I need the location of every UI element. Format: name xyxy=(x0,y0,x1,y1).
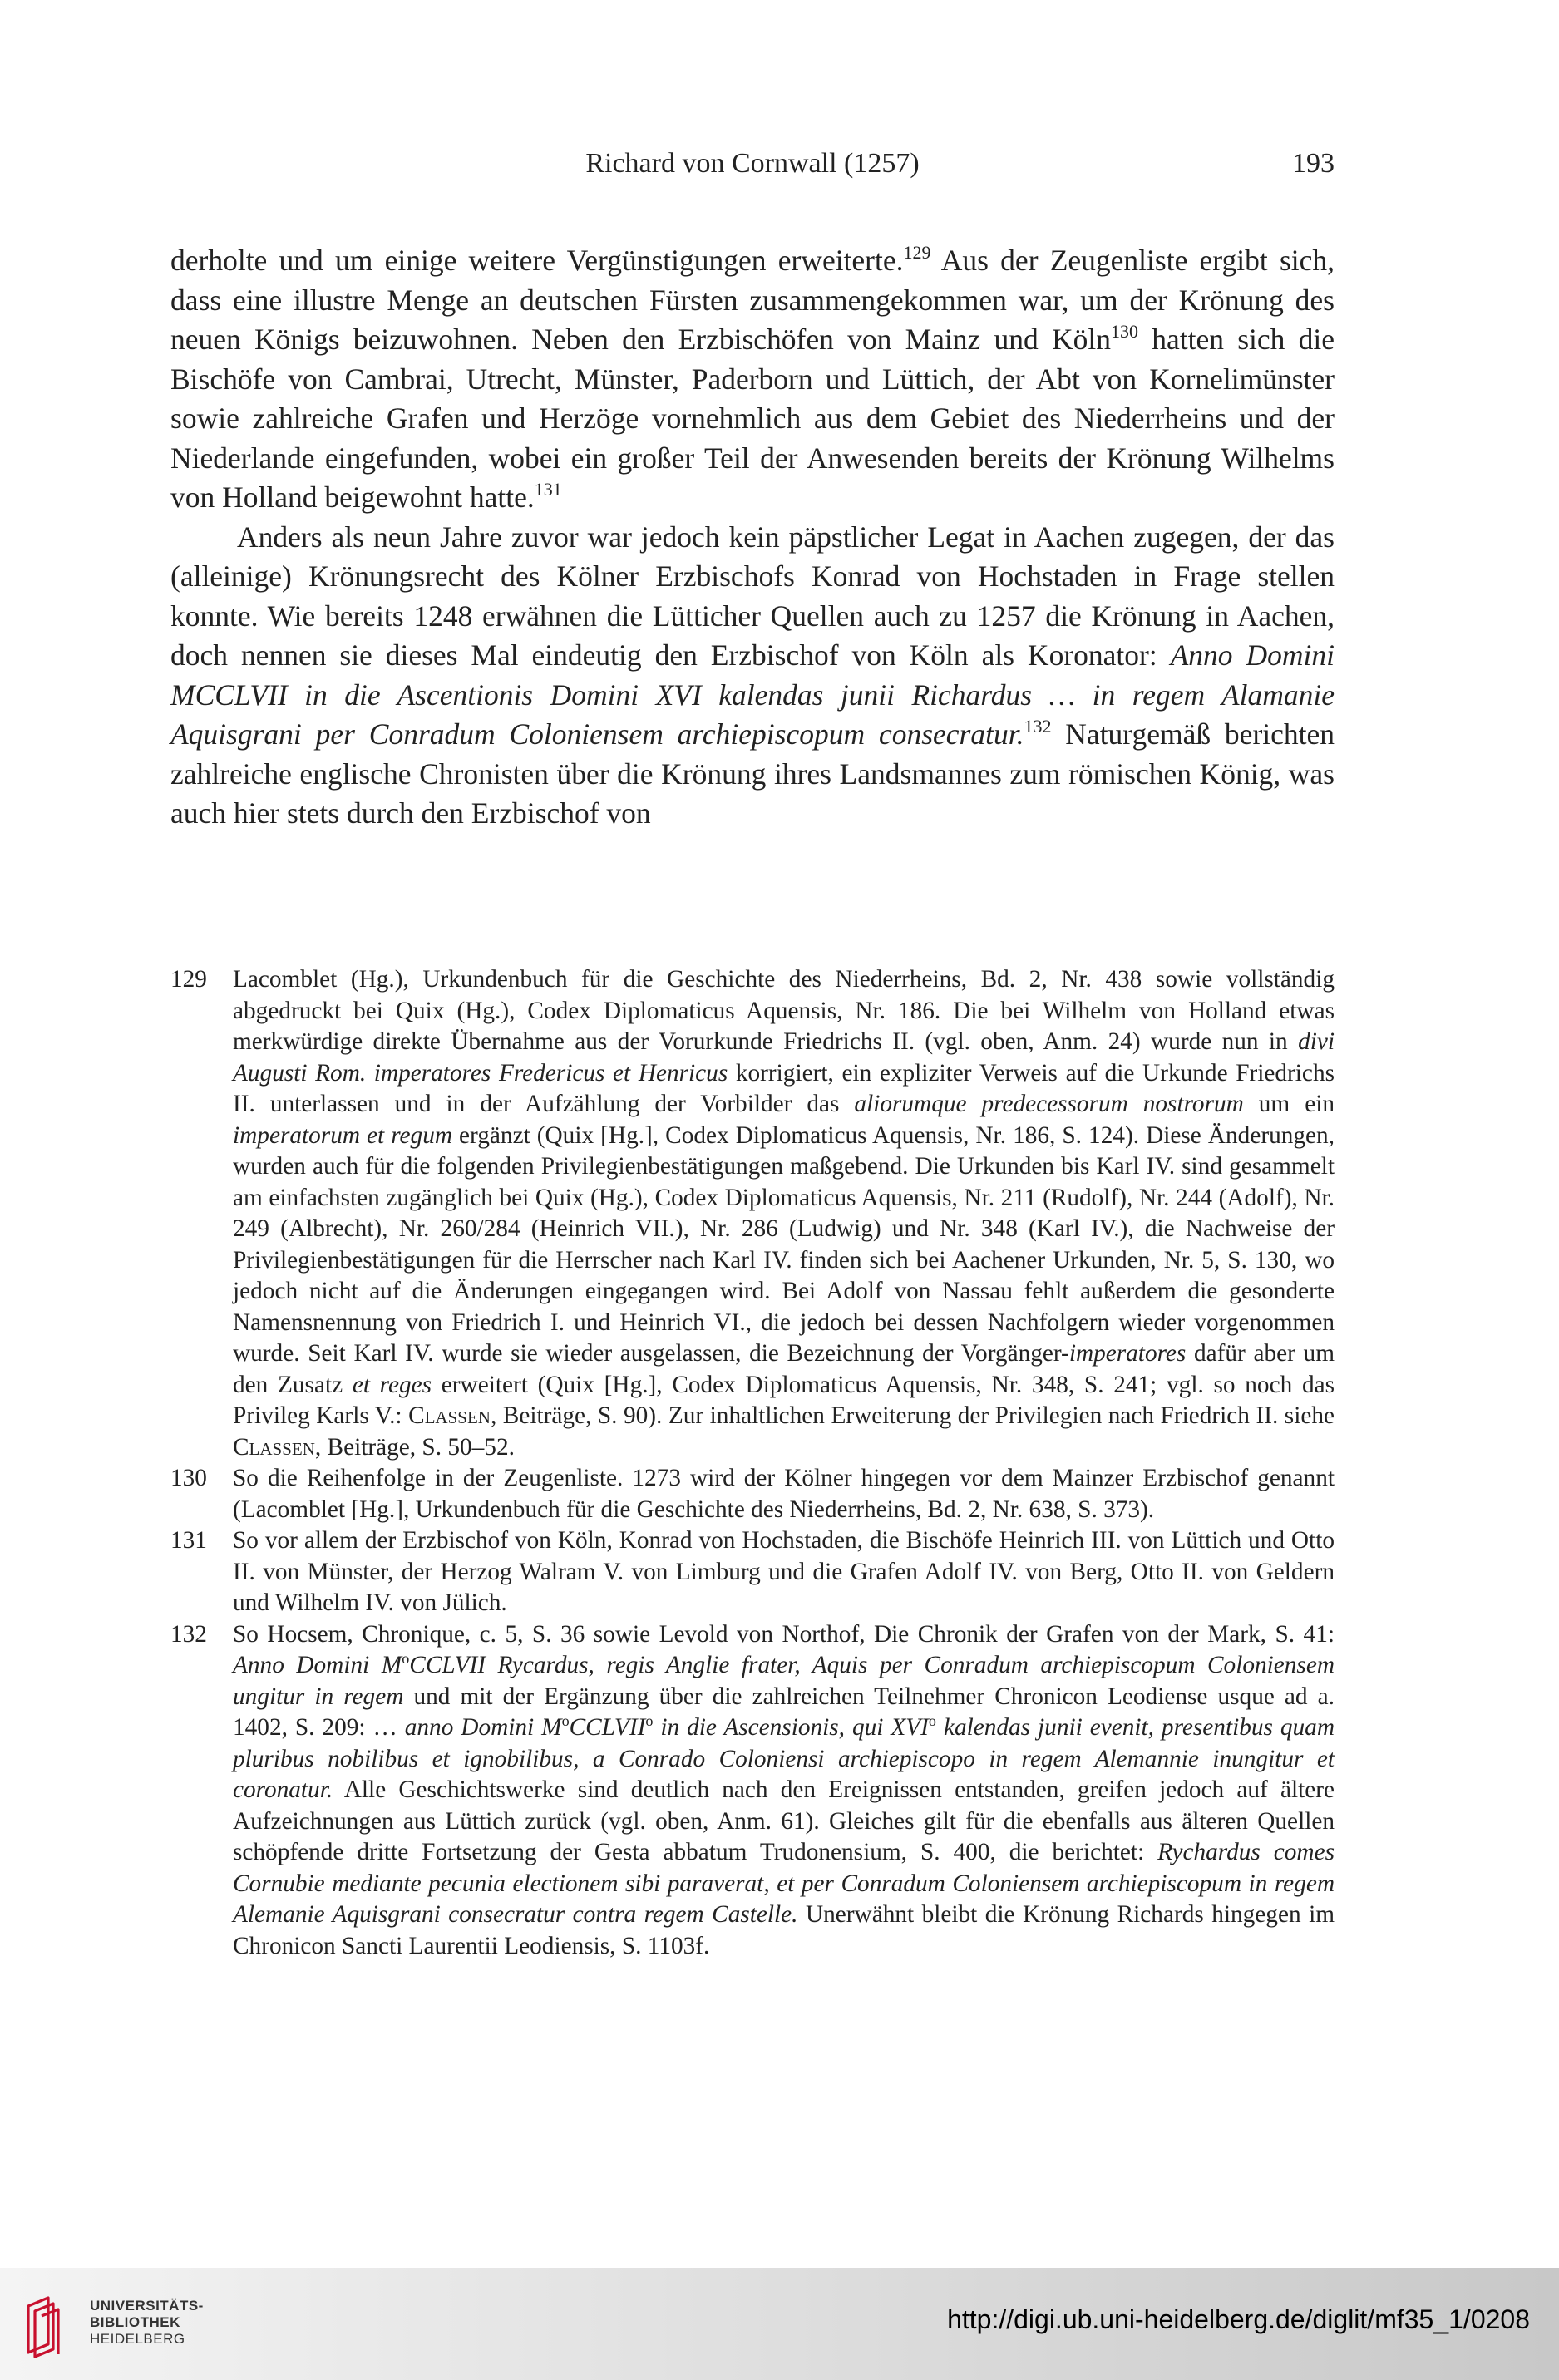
main-text xyxy=(170,241,1335,834)
page-number: 193 xyxy=(1292,148,1335,179)
footnote-131 xyxy=(170,1525,1335,1619)
text-segment: Aus der Zeugenliste ergibt sich, dass eine illustre Menge an deutschen Fürsten zusammengekommen war, um der Krönung des neuen Königs beizuwohnen. Neben den Erzbischöfen von Mainz und Köln xyxy=(170,244,1335,356)
library-name-line: BIBLIOTHEK xyxy=(90,2314,180,2330)
footnote-number: 130 xyxy=(170,1465,207,1491)
page-header xyxy=(170,145,1335,182)
text-segment: Naturgemäß berichten zahlreiche englische Chronisten über die Krönung ihres Landsmannes zum römischen König, was auch hier stets durch den Erzbischof von xyxy=(170,717,1335,830)
footnote-130 xyxy=(170,1463,1335,1525)
author-smallcaps: Classen xyxy=(408,1402,491,1429)
paragraph-2 xyxy=(170,518,1335,834)
footnote-ref[interactable]: 132 xyxy=(1024,716,1052,737)
footnote-number: 131 xyxy=(170,1527,207,1554)
text-segment: Anders als neun Jahre zuvor war jedoch kein päpstlicher Legat in Aachen zugegen, der das (alleinige) Krönungsrecht des Kölner Erzbischofs Konrad von Hochstaden in Frage stellen konnte. Wie bereits 1248 erwähnen die Lütticher Quellen auch zu 1257 die Krönung in Aachen, doch nennen sie dieses Mal eindeutig den Erzbischof von Köln als Koronator: xyxy=(170,520,1335,672)
footnote-129 xyxy=(170,964,1335,1463)
latin-quote: Anno Domini MCCLVII in die Ascentionis Domini XVI kalendas junii Richardus … in regem Alamanie Aquisgrani per Conradum Coloniensem archiepiscopum consecratur. xyxy=(170,638,1335,751)
footnote-ref[interactable]: 131 xyxy=(534,479,562,500)
library-name xyxy=(90,2298,204,2348)
footnotes xyxy=(170,964,1335,1962)
footnote-number: 132 xyxy=(170,1620,207,1648)
footnote-text: So Hocsem, Chronique, c. 5, S. 36 sowie Levold von Northof, Die Chronik der Grafen von der Mark, S. 41: Anno Domini $M^oCCLVII$ Rycardus, regis Anglie frater, Aquis per Conradum archiepiscopum Coloniensem ungitur in regem und mit der Ergänzung über die zahlreichen Teilnehmer Chronicon Leodiense usque ad a. 1402, S. 209: … anno Domini $M^oCCLVII^o$ in die Ascensionis, qui XVI$^o$ kalendas junii evenit, presentibus quam pluribus nobilibus et ignobilibus, a Conrado Coloniensi archiepiscopo in regem Alemannie inungitur et coronatur. Alle Geschichtswerke sind deutlich nach den Ereignissen entstanden, greifen jedoch auf ältere Aufzeichnungen aus Lüttich zurück (vgl. oben, Anm. 61). Gleiches gilt für die ebenfalls aus älteren Quellen schöpfende dritte Fortsetzung der Gesta abbatum Trudonensium, S. 400, die berichtet: Rychardus comes Cornubie mediante pecunia electionem sibi paraverat, et per Conradum Coloniensem archiepiscopum in regem Alemanie Aquisgrani consecratur contra regem Castelle. Unerwähnt bleibt die Krönung Richards hingegen im Chronicon Sancti Laurentii Leodiensis, S. 1103f. xyxy=(233,1620,1335,1959)
footnote-ref[interactable]: 130 xyxy=(1110,321,1138,342)
footnote-number: 129 xyxy=(170,966,207,993)
library-name-line: UNIVERSITÄTS- xyxy=(90,2298,204,2313)
footnote-ref[interactable]: 129 xyxy=(903,242,931,264)
footnote-text: So vor allem der Erzbischof von Köln, Konrad von Hochstaden, die Bischöfe Heinrich III. von Lüttich und Otto II. von Münster, der Herzog Walram V. von Limburg und die Grafen Adolf IV. von Berg, Otto II. von Geldern und Wilhelm IV. von Jülich. xyxy=(233,1527,1335,1616)
footnote-text: So die Reihenfolge in der Zeugenliste. 1273 wird der Kölner hingegen vor dem Mainzer Erzbischof genannt (Lacomblet [Hg.], Urkundenbuch für die Geschichte des Niederrheins, Bd. 2, Nr. 638, S. 373). xyxy=(233,1465,1335,1523)
footnote-text: Lacomblet (Hg.), Urkundenbuch für die Geschichte des Niederrheins, Bd. 2, Nr. 438 sowie vollständig abgedruckt bei Quix (Hg.), Codex Diplomaticus Aquensis, Nr. 186. Die bei Wilhelm von Holland etwas merkwürdige direkte Übernahme aus der Vorurkunde Friedrichs II. (vgl. oben, Anm. 24) wurde nun in divi Augusti Rom. imperatores Fredericus et Henricus korrigiert, ein expliziter Verweis auf die Urkunde Friedrichs II. unterlassen und in der Aufzählung der Vorbilder das aliorumque predecessorum nostrorum um ein imperatorum et regum ergänzt (Quix [Hg.], Codex Diplomaticus Aquensis, Nr. 186, S. 124). Diese Änderungen, wurden auch für die folgenden Privilegienbestätigungen maßgebend. Die Urkunden bis Karl IV. sind gesammelt am einfachsten zugänglich bei Quix (Hg.), Codex Diplomaticus Aquensis, Nr. 211 (Rudolf), Nr. 244 (Adolf), Nr. 249 (Albrecht), Nr. 260/284 (Heinrich VII.), Nr. 286 (Ludwig) und Nr. 348 (Karl IV.), die Nachweise der Privilegienbestätigungen für die Herrscher nach Karl IV. finden sich bei Aachener Urkunden, Nr. 5, S. 130, wo jedoch nicht auf die Änderungen eingegangen wird. Bei Adolf von Nassau fehlt außerdem die gesonderte Namensnennung von Friedrich I. und Heinrich VI., die jedoch bei dessen Nachfolgern wieder vorgenommen wurde. Seit Karl IV. wurde sie wieder ausgelassen, die Bezeichnung der Vorgänger-imperatores dafür aber um den Zusatz et reges erweitert (Quix [Hg.], Codex Diplomaticus Aquensis, Nr. 348, S. 241; vgl. so noch das Privileg Karls V.: Classen, Beiträge, S. 90). Zur inhaltlichen Erweiterung der Privilegien nach Friedrich II. siehe Classen, Beiträge, S. 50–52. xyxy=(233,966,1335,1461)
text-segment: hatten sich die Bischöfe von Cambrai, Utrecht, Münster, Paderborn und Lüttich, der Abt von Kornelimünster sowie zahlreiche Grafen und Herzöge vornehmlich aus dem Gebiet des Niederrheins und der Niederlande eingefunden, wobei ein großer Teil der Anwesenden bereits der Krönung Wilhelms von Holland beigewohnt hatte. xyxy=(170,323,1335,514)
source-url-link[interactable]: http://digi.ub.uni-heidelberg.de/diglit/mf35_1/0208 xyxy=(947,2304,1530,2334)
library-logo-icon xyxy=(23,2294,76,2361)
library-name-line: HEIDELBERG xyxy=(90,2331,185,2347)
footnote-132 xyxy=(170,1619,1335,1963)
text-segment: derholte und um einige weitere Vergünstigungen erweiterte. xyxy=(170,244,904,277)
running-title: Richard von Cornwall (1257) xyxy=(585,148,920,179)
paragraph-1 xyxy=(170,241,1335,518)
author-smallcaps: Classen xyxy=(233,1433,315,1461)
footer-bar xyxy=(0,2268,1559,2380)
